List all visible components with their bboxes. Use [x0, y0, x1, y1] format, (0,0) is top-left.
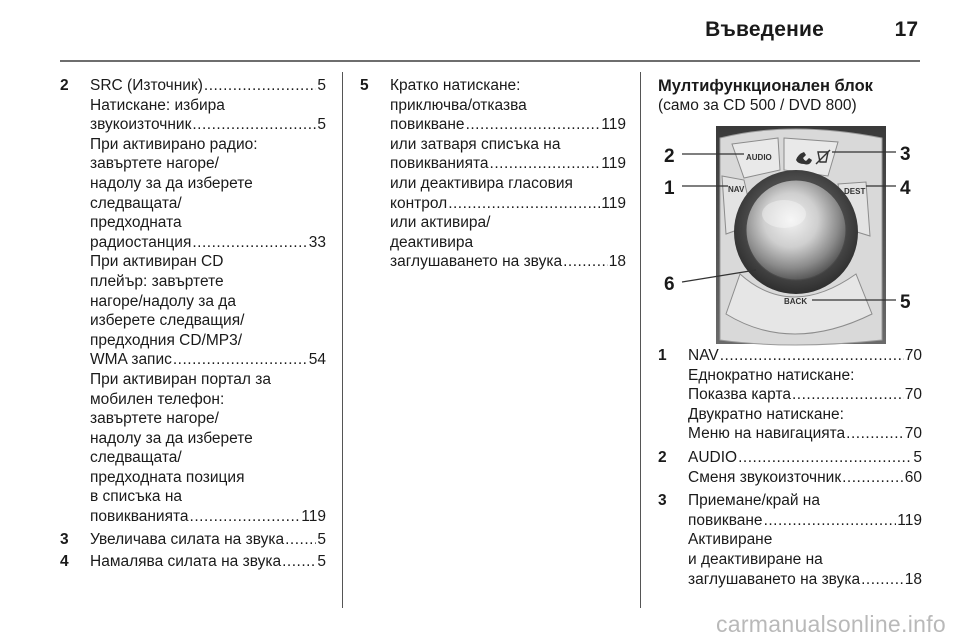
item-text: Показва карта	[688, 386, 791, 404]
item-text: следващата/	[90, 449, 182, 467]
list-item	[658, 346, 922, 444]
page-reference[interactable]: 18	[608, 253, 626, 271]
item-text: предходната	[90, 214, 182, 232]
dot-leader	[466, 115, 601, 135]
item-line	[90, 292, 326, 312]
item-text: заглушаването на звука	[390, 253, 563, 271]
item-text: нагоре/надолу за да	[90, 292, 236, 310]
dot-leader	[842, 468, 904, 488]
item-line	[390, 252, 626, 272]
item-text: завъртете нагоре/	[90, 155, 219, 173]
item-line	[390, 135, 626, 155]
item-line	[390, 174, 626, 194]
back-button-label: BACK	[784, 297, 808, 306]
column-divider-1	[342, 72, 343, 608]
item-line	[90, 135, 326, 155]
dot-leader	[720, 346, 904, 366]
item-line	[688, 530, 922, 550]
item-text: предходната позиция	[90, 468, 245, 486]
item-line	[390, 115, 626, 135]
item-line	[90, 552, 326, 572]
item-line	[390, 76, 626, 96]
callout-1: 1	[664, 178, 675, 199]
item-text: SRC (Източник)	[90, 77, 203, 94]
callout-4: 4	[900, 178, 911, 199]
item-line	[90, 370, 326, 390]
item-text: и деактивиране на	[688, 550, 823, 568]
page-reference[interactable]: 5	[317, 553, 326, 571]
item-text: мобилен телефон:	[90, 390, 225, 408]
item-text: повикванията	[90, 508, 189, 526]
callout-3: 3	[900, 144, 911, 165]
dot-leader	[448, 194, 600, 214]
item-text: При активиран CD	[90, 253, 224, 271]
item-line	[688, 424, 922, 444]
item-number: 5	[360, 77, 369, 94]
dot-leader	[490, 154, 601, 174]
page-title: Въведение	[705, 18, 824, 41]
dot-leader	[792, 385, 904, 405]
item-line	[688, 448, 922, 468]
item-text: Кратко натискане:	[390, 77, 521, 94]
item-line	[390, 233, 626, 253]
knob-highlight	[762, 200, 806, 228]
dot-leader	[192, 233, 307, 253]
callout-5: 5	[900, 292, 911, 313]
item-text: изберете следващия/	[90, 312, 245, 330]
item-line	[90, 115, 326, 135]
item-text: надолу за да изберете	[90, 429, 253, 447]
item-line	[688, 570, 922, 590]
item-text: надолу за да изберете	[90, 174, 253, 192]
dot-leader	[282, 552, 316, 572]
item-text: Двукратно натискане:	[688, 405, 844, 423]
page-reference[interactable]: 119	[601, 194, 626, 212]
item-line	[390, 154, 626, 174]
page-reference[interactable]: 119	[601, 116, 626, 134]
page-reference[interactable]: 33	[308, 233, 326, 251]
audio-button-label: AUDIO	[746, 153, 772, 162]
dest-button-label: DEST	[844, 187, 866, 196]
item-text: AUDIO	[688, 448, 738, 466]
item-text: Сменя звукоизточник	[688, 468, 842, 486]
item-line	[90, 448, 326, 468]
item-text: завъртете нагоре/	[90, 410, 219, 428]
dot-leader	[738, 448, 912, 468]
rotary-knob[interactable]	[746, 180, 846, 280]
column-3-list	[658, 346, 922, 589]
item-line	[90, 252, 326, 272]
item-text: При активиран портал за	[90, 370, 271, 388]
item-line	[390, 96, 626, 116]
item-text: Активиране	[688, 531, 773, 549]
item-number: 2	[60, 77, 69, 94]
list-item	[658, 491, 922, 589]
item-text: в списъка на	[90, 488, 183, 506]
watermark: carmanualsonline.info	[715, 611, 946, 637]
multifunction-unit-figure	[660, 124, 922, 346]
item-line	[90, 311, 326, 331]
item-line	[90, 213, 326, 233]
item-line	[688, 346, 922, 366]
dot-leader	[764, 511, 897, 531]
page-reference[interactable]: 60	[904, 468, 922, 486]
dot-leader	[190, 507, 301, 527]
dot-leader	[173, 350, 308, 370]
item-line	[90, 174, 326, 194]
item-line	[688, 366, 922, 386]
page-reference[interactable]: 70	[904, 425, 922, 443]
item-line	[688, 550, 922, 570]
item-line	[90, 507, 326, 527]
item-line	[90, 331, 326, 351]
page-reference[interactable]: 119	[301, 508, 326, 526]
item-line	[90, 468, 326, 488]
column-1	[60, 76, 326, 572]
item-line	[90, 487, 326, 507]
item-text: следващата/	[90, 194, 182, 212]
dot-leader	[861, 570, 904, 590]
item-text: или затваря списъка на	[390, 135, 561, 153]
item-line	[688, 385, 922, 405]
list-item	[60, 530, 326, 550]
list-item	[658, 448, 922, 487]
header-rule	[60, 60, 920, 62]
list-item	[60, 552, 326, 572]
item-number: 4	[60, 553, 69, 571]
item-line	[90, 350, 326, 370]
item-line	[390, 213, 626, 233]
item-line	[390, 194, 626, 214]
page-reference[interactable]: 54	[308, 351, 326, 369]
dot-leader	[285, 530, 316, 550]
item-line	[90, 233, 326, 253]
item-line	[90, 154, 326, 174]
page-reference[interactable]: 70	[904, 347, 922, 364]
item-text: WMA запис	[90, 351, 172, 369]
page-reference[interactable]: 70	[904, 386, 922, 404]
page-reference[interactable]: 119	[601, 155, 626, 173]
list-item	[360, 76, 626, 272]
item-text: Приемане/край на	[688, 492, 820, 510]
item-line	[688, 468, 922, 488]
callout-2: 2	[664, 146, 675, 167]
section-title: Мултифункционален блок	[658, 77, 873, 95]
item-text: предходния CD/MP3/	[90, 331, 243, 349]
item-text: При активирано радио:	[90, 135, 258, 153]
item-line	[90, 530, 326, 550]
item-text: или активира/	[390, 214, 491, 232]
section-subtitle: (само за CD 500 / DVD 800)	[658, 97, 857, 114]
item-number: 3	[658, 492, 667, 510]
nav-button-label: NAV	[728, 185, 745, 194]
item-text: контрол	[390, 194, 448, 212]
item-line	[688, 511, 922, 531]
item-line	[688, 491, 922, 511]
page-reference[interactable]: 18	[904, 570, 922, 588]
item-number: 2	[658, 448, 667, 466]
page-reference[interactable]: 119	[897, 511, 922, 529]
page-reference[interactable]: 5	[317, 77, 326, 94]
item-text: деактивира	[390, 233, 474, 251]
item-number: 3	[60, 530, 69, 548]
item-text: Еднократно натискане:	[688, 366, 855, 384]
item-text: приключва/отказва	[390, 96, 527, 114]
item-line	[90, 429, 326, 449]
item-line	[90, 272, 326, 292]
item-text: повикванията	[390, 155, 489, 173]
item-text: NAV	[688, 347, 719, 364]
item-line	[688, 405, 922, 425]
dot-leader	[563, 252, 608, 272]
item-text: повикване	[390, 116, 465, 134]
page-number: 17	[894, 18, 918, 41]
item-line	[90, 96, 326, 116]
item-text: повикване	[688, 511, 763, 529]
dot-leader	[204, 76, 316, 96]
item-text: или деактивира гласовия	[390, 174, 573, 192]
item-line	[90, 409, 326, 429]
dot-leader	[846, 424, 904, 444]
column-3	[658, 76, 922, 370]
page-reference[interactable]: 5	[317, 116, 326, 134]
callout-6: 6	[664, 274, 675, 295]
item-text: радиостанция	[90, 233, 192, 251]
item-text: Намалява силата на звука	[90, 553, 282, 571]
item-text: звукоизточник	[90, 116, 192, 134]
dot-leader	[192, 115, 316, 135]
list-item	[60, 76, 326, 527]
item-text: Увеличава силата на звука	[90, 530, 285, 548]
item-line	[90, 76, 326, 96]
column-divider-2	[640, 72, 641, 608]
page-reference[interactable]: 5	[317, 530, 326, 548]
item-text: Меню на навигацията	[688, 425, 846, 443]
item-text: плейър: завъртете	[90, 272, 224, 290]
item-line	[90, 194, 326, 214]
page-reference[interactable]: 5	[913, 448, 922, 466]
item-text: Натискане: избира	[90, 96, 225, 114]
item-text: заглушаването на звука	[688, 570, 861, 588]
item-number: 1	[658, 347, 667, 364]
column-2	[360, 76, 626, 272]
item-line	[90, 390, 326, 410]
